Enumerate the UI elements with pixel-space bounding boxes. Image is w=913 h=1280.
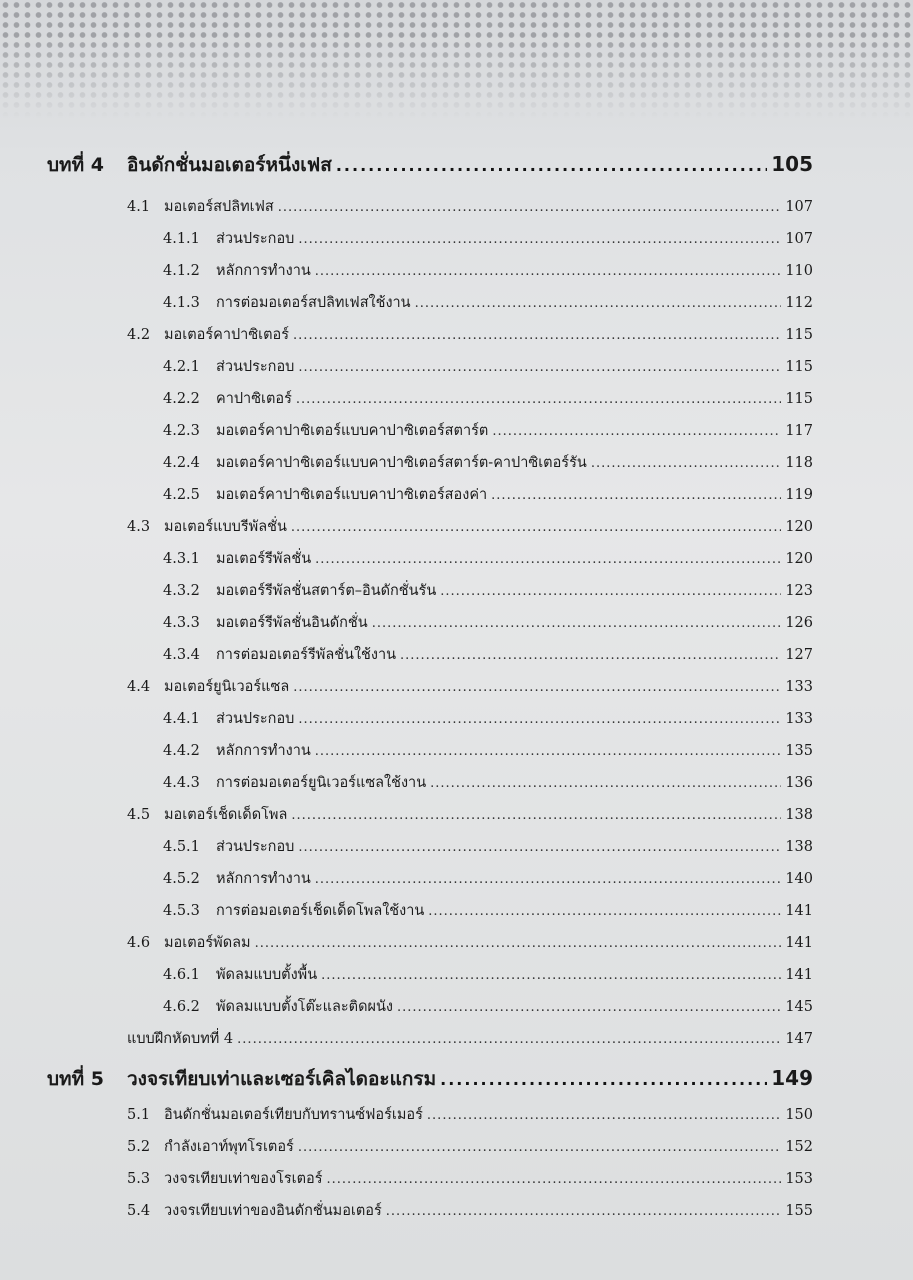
entry-title: มอเตอร์เช็ดเด็ดโพล — [164, 807, 288, 823]
dot-leader — [298, 712, 781, 727]
entry-number: 4.5.3 — [163, 903, 200, 919]
entry-title: มอเตอร์คาปาซิเตอร์แบบคาปาซิเตอร์สตาร์ต-คาปาซิเตอร์รัน — [216, 455, 587, 471]
dot-leader — [400, 648, 781, 663]
entry-number: 4.5.1 — [163, 839, 200, 855]
page-number: 115 — [785, 391, 813, 407]
entry-number: 4.6 — [127, 935, 151, 951]
section-entry — [127, 1103, 813, 1126]
entry-number: บทที่ 4 — [47, 154, 104, 176]
entry-title: ส่วนประกอบ — [216, 359, 295, 375]
entry-number: 5.4 — [127, 1203, 151, 1219]
entry-title: อินดักชั่นมอเตอร์เทียบกับทรานซ์ฟอร์เมอร์ — [164, 1107, 423, 1123]
entry-number: 4.6.1 — [163, 967, 200, 983]
entry-title: คาปาซิเตอร์ — [216, 391, 292, 407]
entry-number: 4.2 — [127, 327, 151, 343]
subsection-entry — [163, 451, 813, 474]
entry-number: 4.3 — [127, 519, 151, 535]
entry-title: แบบฝึกหัดบทที่ 4 — [127, 1031, 234, 1047]
subsection-entry — [163, 579, 813, 602]
page-number: 138 — [785, 839, 813, 855]
dot-leader — [430, 776, 781, 791]
page-number: 150 — [785, 1107, 813, 1123]
entry-title: มอเตอร์พัดลม — [164, 935, 251, 951]
page-number: 140 — [785, 871, 813, 887]
page-number: 127 — [785, 647, 813, 663]
dot-leader — [298, 840, 781, 855]
entry-number: 4.2.1 — [163, 359, 200, 375]
page-number: 141 — [785, 935, 813, 951]
dot-leader — [440, 1070, 767, 1089]
entry-title: มอเตอร์ยูนิเวอร์แซล — [164, 679, 290, 695]
dot-leader — [315, 872, 782, 887]
subsection-entry — [163, 259, 813, 282]
entry-title: มอเตอร์รีพัลชั่นอินดักชั่น — [216, 615, 368, 631]
page-number: 110 — [785, 263, 813, 279]
entry-title: วงจรเทียบเท่าและเซอร์เคิลไดอะแกรม — [127, 1068, 437, 1090]
dot-leader — [291, 808, 781, 823]
subsection-entry — [163, 899, 813, 922]
entry-title: มอเตอร์คาปาซิเตอร์แบบคาปาซิเตอร์สตาร์ต — [216, 423, 489, 439]
dot-leader — [298, 360, 781, 375]
entry-title: มอเตอร์คาปาซิเตอร์ — [164, 327, 290, 343]
entry-title: มอเตอร์สปลิทเฟส — [164, 199, 274, 215]
page-number: 153 — [785, 1171, 813, 1187]
entry-number: 4.4.1 — [163, 711, 200, 727]
entry-number: 4.4.3 — [163, 775, 200, 791]
subsection-entry — [163, 995, 813, 1018]
section-entry — [127, 323, 813, 346]
dot-leader — [492, 424, 781, 439]
entry-number: 5.1 — [127, 1107, 151, 1123]
entry-title: มอเตอร์คาปาซิเตอร์แบบคาปาซิเตอร์สองค่า — [216, 487, 488, 503]
chapter-entry — [47, 1064, 813, 1094]
dot-leader — [372, 616, 782, 631]
dot-leader — [296, 392, 781, 407]
entry-title: มอเตอร์แบบรีพัลชั่น — [164, 519, 287, 535]
entry-number: 4.2.5 — [163, 487, 200, 503]
entry-title: อินดักชั่นมอเตอร์หนึ่งเฟส — [127, 154, 332, 176]
entry-number: 4.3.2 — [163, 583, 200, 599]
dot-leader — [321, 968, 781, 983]
page-number: 112 — [785, 295, 813, 311]
page-number: 107 — [785, 231, 813, 247]
entry-number: 4.4.2 — [163, 743, 200, 759]
entry-number: 4.3.4 — [163, 647, 200, 663]
subsection-entry — [163, 867, 813, 890]
entry-title: การต่อมอเตอร์สปลิทเฟสใช้งาน — [216, 295, 411, 311]
page-number: 141 — [785, 903, 813, 919]
dot-leader — [336, 156, 767, 175]
entry-title: หลักการทำงาน — [216, 263, 311, 279]
subsection-entry — [163, 355, 813, 378]
dot-leader — [327, 1172, 782, 1187]
subsection-entry — [163, 547, 813, 570]
subsection-entry — [163, 611, 813, 634]
dot-leader — [293, 680, 781, 695]
entry-number: 4.5 — [127, 807, 151, 823]
section-entry — [127, 1135, 813, 1158]
page-number: 115 — [785, 359, 813, 375]
entry-number: 4.2.2 — [163, 391, 200, 407]
page-number: 133 — [785, 679, 813, 695]
subsection-entry — [163, 707, 813, 730]
dot-leader — [427, 1108, 781, 1123]
entry-number: 5.2 — [127, 1139, 151, 1155]
page-number: 135 — [785, 743, 813, 759]
dot-leader — [397, 1000, 781, 1015]
page-number: 147 — [785, 1031, 813, 1047]
subsection-entry — [163, 835, 813, 858]
page-number: 149 — [771, 1066, 813, 1090]
entry-number: 4.6.2 — [163, 999, 200, 1015]
page-number: 105 — [771, 152, 813, 176]
entry-number: 4.1 — [127, 199, 151, 215]
subsection-entry — [163, 227, 813, 250]
entry-title: การต่อมอเตอร์ยูนิเวอร์แซลใช้งาน — [216, 775, 427, 791]
section-entry — [127, 803, 813, 826]
page-number: 107 — [785, 199, 813, 215]
entry-title: พัดลมแบบตั้งโต๊ะและติดผนัง — [216, 999, 394, 1015]
entry-number: 4.1.3 — [163, 295, 200, 311]
page-number: 118 — [785, 455, 813, 471]
page-number: 117 — [785, 423, 813, 439]
entry-number: 5.3 — [127, 1171, 151, 1187]
entry-title: ส่วนประกอบ — [216, 231, 295, 247]
dot-leader — [293, 328, 781, 343]
page-number: 119 — [785, 487, 813, 503]
subsection-entry — [163, 483, 813, 506]
chapter-entry — [47, 150, 813, 180]
entry-number: 4.1.2 — [163, 263, 200, 279]
page-number: 123 — [785, 583, 813, 599]
dot-leader — [278, 200, 782, 215]
entry-title: ส่วนประกอบ — [216, 839, 295, 855]
entry-title: หลักการทำงาน — [216, 743, 311, 759]
entry-number: 4.3.1 — [163, 551, 200, 567]
entry-title: พัดลมแบบตั้งพื้น — [216, 967, 318, 983]
dot-leader — [428, 904, 781, 919]
dot-leader — [491, 488, 781, 503]
entry-number: 4.5.2 — [163, 871, 200, 887]
dot-leader — [315, 264, 782, 279]
entry-title: หลักการทำงาน — [216, 871, 311, 887]
page-number: 152 — [785, 1139, 813, 1155]
entry-number: 4.3.3 — [163, 615, 200, 631]
entry-title: กำลังเอาท์พุทโรเตอร์ — [164, 1139, 294, 1155]
dot-leader — [291, 520, 781, 535]
dot-leader — [298, 232, 781, 247]
exercise-entry — [127, 1027, 813, 1050]
page-number: 145 — [785, 999, 813, 1015]
entry-title: วงจรเทียบเท่าของอินดักชั่นมอเตอร์ — [164, 1203, 382, 1219]
page-number: 126 — [785, 615, 813, 631]
subsection-entry — [163, 643, 813, 666]
entry-number: 4.1.1 — [163, 231, 200, 247]
page-number: 120 — [785, 551, 813, 567]
section-entry — [127, 195, 813, 218]
dot-leader — [298, 1140, 781, 1155]
dot-leader — [237, 1032, 781, 1047]
subsection-entry — [163, 291, 813, 314]
entry-title: มอเตอร์รีพัลชั่นสตาร์ต–อินดักชั่นรัน — [216, 583, 437, 599]
page-number: 141 — [785, 967, 813, 983]
page-number: 138 — [785, 807, 813, 823]
dot-leader — [415, 296, 782, 311]
page-number: 133 — [785, 711, 813, 727]
dot-leader — [386, 1204, 782, 1219]
entry-title: การต่อมอเตอร์เช็ดเด็ดโพลใช้งาน — [216, 903, 425, 919]
entry-title: การต่อมอเตอร์รีพัลชั่นใช้งาน — [216, 647, 397, 663]
section-entry — [127, 675, 813, 698]
section-entry — [127, 1199, 813, 1222]
page-number: 115 — [785, 327, 813, 343]
entry-number: 4.2.4 — [163, 455, 200, 471]
subsection-entry — [163, 739, 813, 762]
dot-leader — [591, 456, 782, 471]
entry-title: วงจรเทียบเท่าของโรเตอร์ — [164, 1171, 323, 1187]
dot-leader — [440, 584, 781, 599]
page-number: 120 — [785, 519, 813, 535]
page-number: 155 — [785, 1203, 813, 1219]
section-entry — [127, 1167, 813, 1190]
section-entry — [127, 515, 813, 538]
dot-leader — [315, 744, 782, 759]
entry-title: ส่วนประกอบ — [216, 711, 295, 727]
entry-number: บทที่ 5 — [47, 1068, 104, 1090]
page-number: 136 — [785, 775, 813, 791]
subsection-entry — [163, 419, 813, 442]
entry-number: 4.4 — [127, 679, 151, 695]
subsection-entry — [163, 963, 813, 986]
section-entry — [127, 931, 813, 954]
subsection-entry — [163, 387, 813, 410]
dot-leader — [315, 552, 781, 567]
halftone-dot-band — [0, 0, 913, 118]
entry-number: 4.2.3 — [163, 423, 200, 439]
entry-title: มอเตอร์รีพัลชั่น — [216, 551, 312, 567]
subsection-entry — [163, 771, 813, 794]
dot-leader — [255, 936, 782, 951]
